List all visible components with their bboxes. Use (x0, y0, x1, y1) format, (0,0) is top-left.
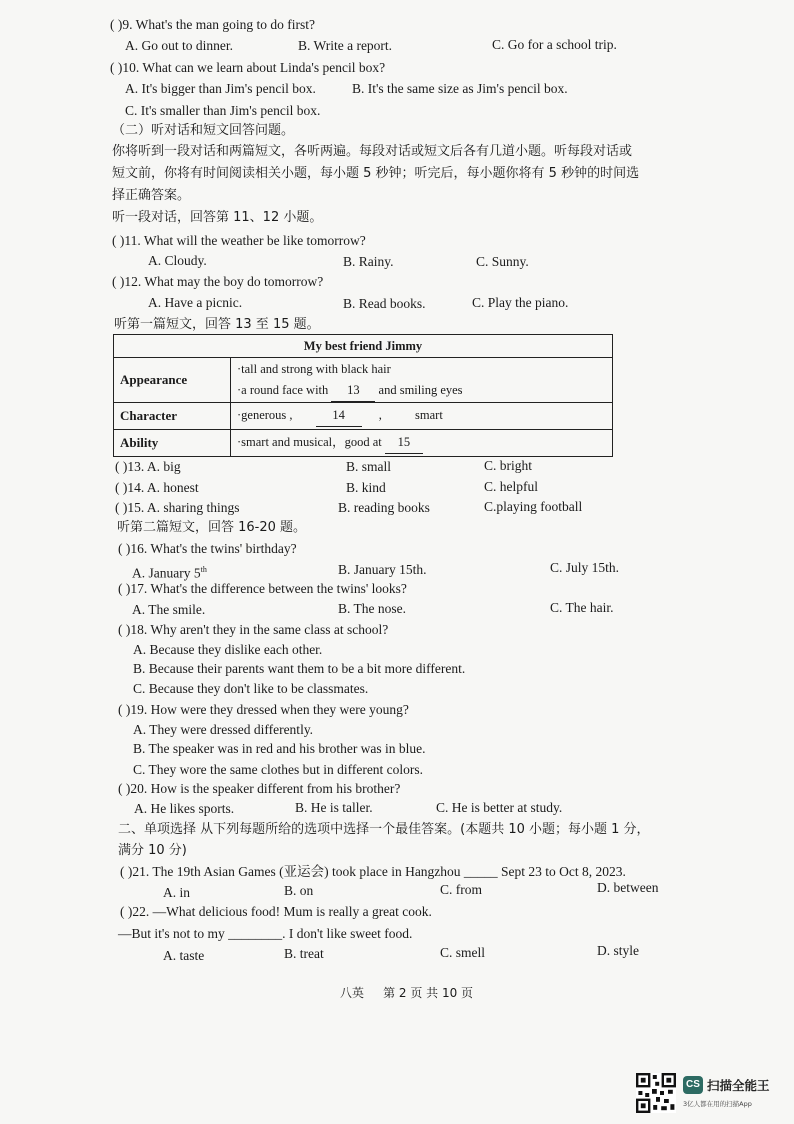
table-label-ability: Ability (114, 430, 231, 457)
question-11: ( )11. What will the weather be like tomorrow? (112, 233, 366, 248)
q16-option-a (132, 562, 207, 582)
instructions-line-2: 短文前，你将有时间阅读相关小题，每小题 5 秒钟；听完后，每小题你将有 5 秒钟的时间选 (112, 166, 640, 181)
q10-option-b: B. It's the same size as Jim's pencil box. (352, 81, 568, 96)
q21-option-d: D. between (597, 880, 659, 895)
qr-code (636, 1073, 676, 1113)
q14-option-b: B. kind (346, 480, 386, 495)
question-14: ( )14. A. honest (115, 480, 199, 495)
q21-option-c: C. from (440, 882, 482, 897)
appearance-line-2-end: and smiling eyes (378, 382, 463, 397)
q13-option-b: B. small (346, 459, 392, 474)
friend-info-table (113, 334, 613, 457)
q11-option-b: B. Rainy. (343, 254, 394, 269)
q12-option-a: A. Have a picnic. (148, 295, 243, 310)
q17-option-c: C. The hair. (550, 600, 614, 615)
blank-14: 14 (316, 405, 362, 427)
q20-option-a: A. He likes sports. (134, 801, 235, 816)
q22-option-c: C. smell (440, 945, 486, 960)
table-label-appearance: Appearance (114, 358, 231, 403)
q9-option-b: B. Write a report. (298, 38, 393, 53)
q22-option-d: D. style (597, 943, 639, 958)
blank-15: 15 (385, 432, 423, 454)
q9-option-a: A. Go out to dinner. (125, 38, 233, 53)
q16-option-a-sup: th (200, 565, 207, 574)
q19-option-a: A. They were dressed differently. (133, 722, 314, 737)
instructions-line-3: 择正确答案。 (112, 188, 191, 203)
q14-option-c: C. helpful (484, 479, 538, 494)
q11-option-c: C. Sunny. (476, 254, 529, 269)
q10-option-c: C. It's smaller than Jim's pencil box. (125, 103, 321, 118)
question-13: ( )13. A. big (115, 459, 181, 474)
question-9: ( )9. What's the man going to do first? (110, 17, 316, 32)
q21-option-b: B. on (284, 883, 314, 898)
appearance-line-1: ·tall and strong with black hair (237, 361, 391, 376)
q12-option-b: B. Read books. (343, 296, 426, 311)
character-text: ·generous , (237, 408, 293, 422)
scanner-app-name: 扫描全能王 (707, 1078, 770, 1093)
q18-option-c: C. Because they don't like to be classmates. (133, 681, 369, 696)
character-smart: smart (415, 408, 443, 422)
question-22-line-2: —But it's not to my ________. I don't like sweet food. (118, 926, 413, 941)
q10-option-a: A. It's bigger than Jim's pencil box. (125, 81, 316, 96)
part-2-heading-cont: 满分 10 分) (118, 843, 187, 858)
q16-option-b: B. January 15th. (338, 562, 427, 577)
appearance-line-2 (237, 380, 606, 402)
question-16: ( )16. What's the twins' birthday? (118, 541, 297, 556)
q12-option-c: C. Play the piano. (472, 295, 569, 310)
scanner-app-tagline: 3亿人都在用的扫描App (683, 1100, 752, 1108)
blank-13: 13 (331, 380, 375, 402)
q19-option-c: C. They wore the same clothes but in different colors. (133, 762, 424, 777)
q16-option-c: C. July 15th. (550, 560, 620, 575)
instructions-line-1: 你将听到一段对话和两篇短文，各听两遍。每段对话或短文后各有几道小题。听每段对话或 (112, 144, 633, 159)
question-10: ( )10. What can we learn about Linda's pencil box? (110, 60, 386, 75)
cs-logo: CS (683, 1076, 703, 1094)
question-22: ( )22. —What delicious food! Mum is really a great cook. (120, 904, 432, 919)
question-19: ( )19. How were they dressed when they were young? (118, 702, 409, 717)
question-15: ( )15. A. sharing things (115, 500, 240, 515)
page-footer: 八英 第 2 页 共 10 页 (340, 986, 474, 1000)
question-17: ( )17. What's the difference between the twins' looks? (118, 581, 407, 596)
character-comma: , (378, 408, 382, 422)
q22-option-a: A. taste (163, 948, 205, 963)
appearance-line-2-text: ·a round face with (237, 382, 329, 397)
passage-2-intro: 听第二篇短文，回答 16-20 题。 (117, 520, 307, 535)
q21-option-a: A. in (163, 885, 190, 900)
dialog-intro: 听一段对话，回答第 11、12 小题。 (112, 210, 323, 225)
q11-option-a: A. Cloudy. (148, 253, 207, 268)
table-label-character: Character (114, 403, 231, 430)
q9-option-c: C. Go for a school trip. (492, 37, 617, 52)
section-heading: （二）听对话和短文回答问题。 (112, 123, 295, 138)
q20-option-b: B. He is taller. (295, 800, 373, 815)
question-20: ( )20. How is the speaker different from his brother? (118, 781, 401, 796)
question-18: ( )18. Why aren't they in the same class at school? (118, 622, 389, 637)
q19-option-b: B. The speaker was in red and his brother was in blue. (133, 741, 426, 756)
q13-option-c: C. bright (484, 458, 533, 473)
q20-option-c: C. He is better at study. (436, 800, 563, 815)
q16-option-a-text: A. January 5 (132, 565, 201, 581)
q22-option-b: B. treat (284, 946, 324, 961)
q15-option-b: B. reading books (338, 500, 430, 515)
q15-option-c: C.playing football (484, 499, 583, 514)
q17-option-a: A. The smile. (132, 602, 206, 617)
passage-1-intro: 听第一篇短文，回答 13 至 15 题。 (114, 317, 320, 332)
q18-option-a: A. Because they dislike each other. (133, 642, 323, 657)
ability-text: ·smart and musical，good at (237, 435, 382, 449)
part-2-heading: 二、单项选择 从下列每题所给的选项中选择一个最佳答案。(本题共 10 小题；每小题 1 分， (118, 822, 650, 837)
q18-option-b: B. Because their parents want them to be a bit more different. (133, 661, 466, 676)
q17-option-b: B. The nose. (338, 601, 406, 616)
question-12: ( )12. What may the boy do tomorrow? (112, 274, 324, 289)
question-21: ( )21. The 19th Asian Games (亚运会) took place in Hangzhou _____ Sept 23 to Oct 8, 2023. (120, 864, 626, 879)
table-title: My best friend Jimmy (114, 335, 613, 358)
